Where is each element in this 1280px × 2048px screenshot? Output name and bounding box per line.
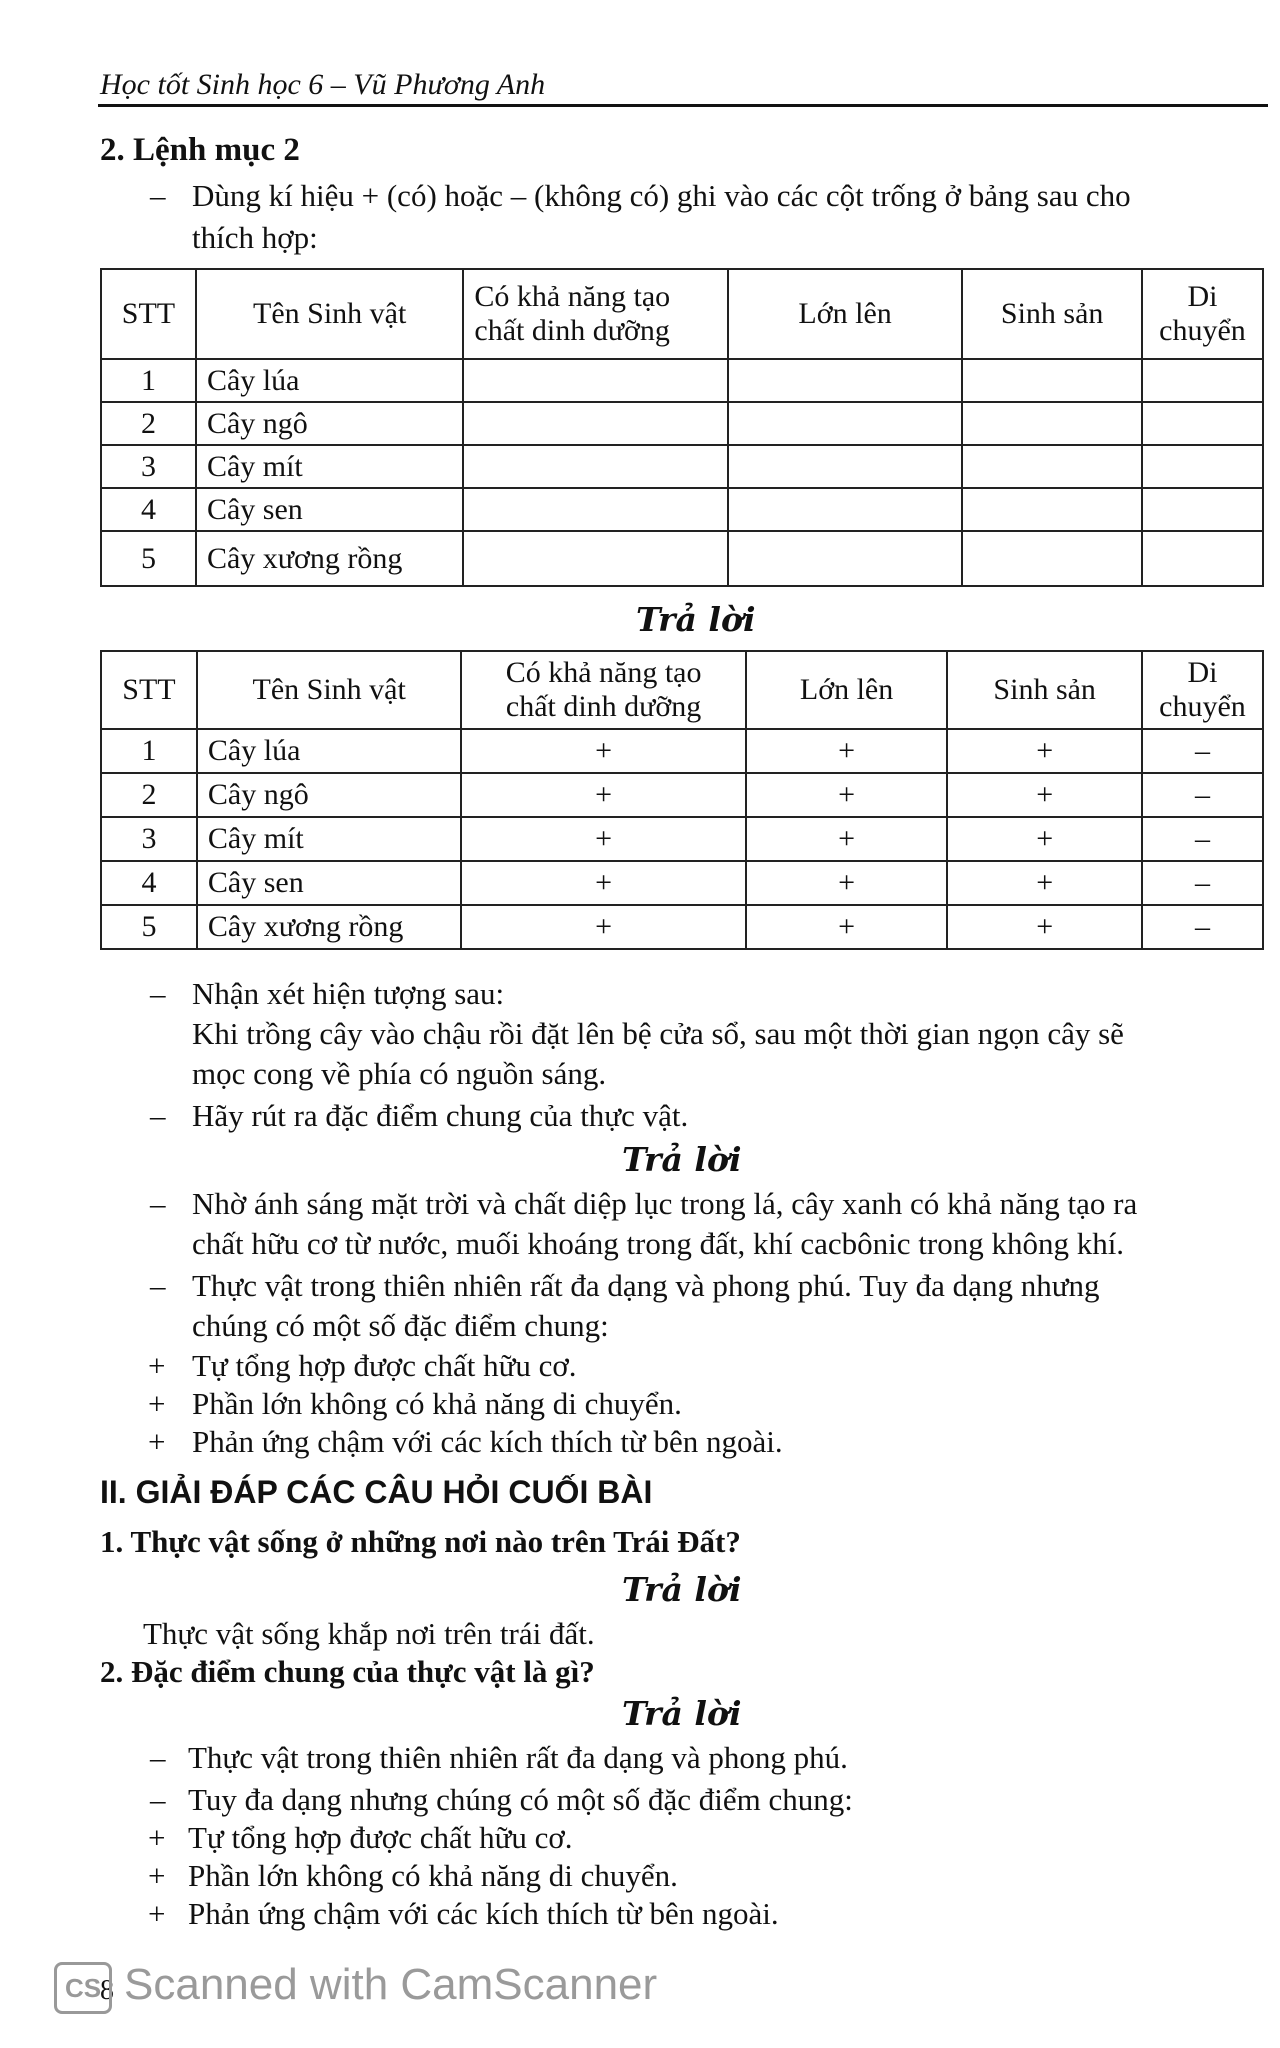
answer-table (100, 650, 1264, 950)
answer-q2-bullet-2: Phần lớn không có khả năng di chuyển. (188, 1858, 678, 1893)
answer-p1-line1: Nhờ ánh sáng mặt trời và chất diệp lục trong lá, cây xanh có khả năng tạo ra (192, 1186, 1138, 1221)
col-nutrition-line2: chất dinh dưỡng (505, 690, 702, 723)
row-name: Cây xương rồng (196, 531, 463, 586)
row-reproduce: + (947, 861, 1142, 905)
row-name: Cây ngô (196, 402, 463, 445)
plus-bullet: + (148, 1348, 166, 1383)
answer-bullet-2: Phần lớn không có khả năng di chuyển. (192, 1386, 682, 1421)
answer-label: Trả lời (622, 1570, 742, 1609)
table-row (101, 531, 1263, 586)
plus-bullet: + (148, 1820, 166, 1855)
observation-text-1: Khi trồng cây vào chậu rồi đặt lên bệ cửa sổ, sau một thời gian ngọn cây sẽ (192, 1016, 1124, 1051)
answer-label: Trả lời (622, 1140, 742, 1179)
row-stt: 5 (101, 905, 197, 949)
table-row (101, 445, 1263, 488)
row-stt: 3 (101, 817, 197, 861)
row-grow: + (746, 729, 948, 773)
instruction-line-1: Dùng kí hiệu + (có) hoặc – (không có) ghi vào các cột trống ở bảng sau cho (192, 178, 1131, 213)
col-move (1142, 651, 1263, 729)
answer-q2-line1: Thực vật trong thiên nhiên rất đa dạng và phong phú. (188, 1740, 848, 1775)
dash-bullet: – (150, 976, 166, 1011)
row-grow: + (746, 861, 948, 905)
scanner-watermark: Scanned with CamScanner (124, 1960, 658, 2009)
col-move-line2: chuyển (1159, 690, 1246, 723)
instruction-dash: – (150, 178, 166, 213)
row-name: Cây mít (197, 817, 461, 861)
col-name: Tên Sinh vật (197, 651, 461, 729)
row-name: Cây sen (196, 488, 463, 531)
table-row (101, 402, 1263, 445)
col-move (1142, 269, 1263, 359)
dash-bullet: – (150, 1186, 166, 1221)
table-header-row (101, 269, 1263, 359)
answer-q1: Thực vật sống khắp nơi trên trái đất. (143, 1616, 595, 1651)
dash-bullet: – (150, 1098, 166, 1133)
col-move-line1: Di (1187, 656, 1218, 689)
row-stt: 2 (101, 402, 196, 445)
question-2: 2. Đặc điểm chung của thực vật là gì? (100, 1654, 595, 1689)
col-grow: Lớn lên (746, 651, 948, 729)
row-nutrition: + (461, 773, 745, 817)
row-stt: 5 (101, 531, 196, 586)
row-move: – (1142, 817, 1263, 861)
row-nutrition: + (461, 729, 745, 773)
plus-bullet: + (148, 1424, 166, 1459)
section-heading: 2. Lệnh mục 2 (100, 132, 300, 168)
row-grow: + (746, 773, 948, 817)
row-stt: 1 (101, 359, 196, 402)
table-header-row (101, 651, 1263, 729)
empty-table (100, 268, 1264, 587)
dash-bullet: – (150, 1740, 166, 1775)
row-nutrition: + (461, 817, 745, 861)
answer-label: Trả lời (636, 600, 756, 639)
row-stt: 4 (101, 488, 196, 531)
col-nutrition (461, 651, 745, 729)
col-name: Tên Sinh vật (196, 269, 463, 359)
row-reproduce: + (947, 729, 1142, 773)
observation-text-2: mọc cong về phía có nguồn sáng. (192, 1056, 607, 1091)
row-stt: 3 (101, 445, 196, 488)
question-1: 1. Thực vật sống ở những nơi nào trên Trái Đất? (100, 1524, 741, 1559)
row-reproduce: + (947, 905, 1142, 949)
col-grow: Lớn lên (728, 269, 962, 359)
table-row (101, 773, 1263, 817)
dash-bullet: – (150, 1268, 166, 1303)
answer-bullet-3: Phản ứng chậm với các kích thích từ bên ngoài. (192, 1424, 783, 1459)
camscanner-logo-icon: CS (54, 1962, 112, 2014)
answer-q2-line2: Tuy đa dạng nhưng chúng có một số đặc điểm chung: (188, 1782, 853, 1817)
col-nutrition-line1: Có khả năng tạo (505, 656, 702, 689)
col-nutrition-line2: chất dinh dưỡng (474, 314, 670, 347)
col-stt: STT (101, 651, 197, 729)
answer-p2-line2: chúng có một số đặc điểm chung: (192, 1308, 609, 1343)
col-reproduce: Sinh sản (947, 651, 1142, 729)
answer-q2-bullet-1: Tự tổng hợp được chất hữu cơ. (188, 1820, 573, 1855)
row-nutrition: + (461, 905, 745, 949)
col-move-line2: chuyển (1159, 314, 1246, 347)
row-grow: + (746, 905, 948, 949)
answer-p2-line1: Thực vật trong thiên nhiên rất đa dạng và phong phú. Tuy đa dạng nhưng (192, 1268, 1100, 1303)
observation-question: Nhận xét hiện tượng sau: (192, 976, 505, 1011)
answer-p1-line2: chất hữu cơ từ nước, muối khoáng trong đất, khí cacbônic trong không khí. (192, 1226, 1125, 1261)
row-move: – (1142, 905, 1263, 949)
row-name: Cây lúa (197, 729, 461, 773)
table-row (101, 905, 1263, 949)
page-number: 8 (100, 1975, 114, 2006)
instruction-line-2: thích hợp: (192, 220, 318, 255)
table-row (101, 729, 1263, 773)
row-name: Cây mít (196, 445, 463, 488)
table-row (101, 488, 1263, 531)
row-name: Cây ngô (197, 773, 461, 817)
plus-bullet: + (148, 1896, 166, 1931)
row-name: Cây xương rồng (197, 905, 461, 949)
row-name: Cây lúa (196, 359, 463, 402)
col-nutrition-line1: Có khả năng tạo (474, 280, 671, 313)
header-divider (98, 104, 1268, 107)
table-row (101, 861, 1263, 905)
row-move: – (1142, 729, 1263, 773)
row-grow: + (746, 817, 948, 861)
col-stt: STT (101, 269, 196, 359)
row-nutrition: + (461, 861, 745, 905)
answer-bullet-1: Tự tổng hợp được chất hữu cơ. (192, 1348, 577, 1383)
table-row (101, 359, 1263, 402)
col-nutrition (463, 269, 727, 359)
row-stt: 2 (101, 773, 197, 817)
row-reproduce: + (947, 817, 1142, 861)
running-header: Học tốt Sinh học 6 – Vũ Phương Anh (100, 68, 546, 101)
col-reproduce: Sinh sản (962, 269, 1142, 359)
row-stt: 4 (101, 861, 197, 905)
col-move-line1: Di (1187, 280, 1218, 313)
answer-q2-bullet-3: Phản ứng chậm với các kích thích từ bên ngoài. (188, 1896, 779, 1931)
row-move: – (1142, 773, 1263, 817)
row-name: Cây sen (197, 861, 461, 905)
row-stt: 1 (101, 729, 197, 773)
dash-bullet: – (150, 1782, 166, 1817)
table-row (101, 817, 1263, 861)
plus-bullet: + (148, 1386, 166, 1421)
row-reproduce: + (947, 773, 1142, 817)
part-two-heading: II. GIẢI ĐÁP CÁC CÂU HỎI CUỐI BÀI (100, 1474, 653, 1510)
answer-label: Trả lời (622, 1694, 742, 1733)
row-move: – (1142, 861, 1263, 905)
plus-bullet: + (148, 1858, 166, 1893)
general-question: Hãy rút ra đặc điểm chung của thực vật. (192, 1098, 689, 1133)
